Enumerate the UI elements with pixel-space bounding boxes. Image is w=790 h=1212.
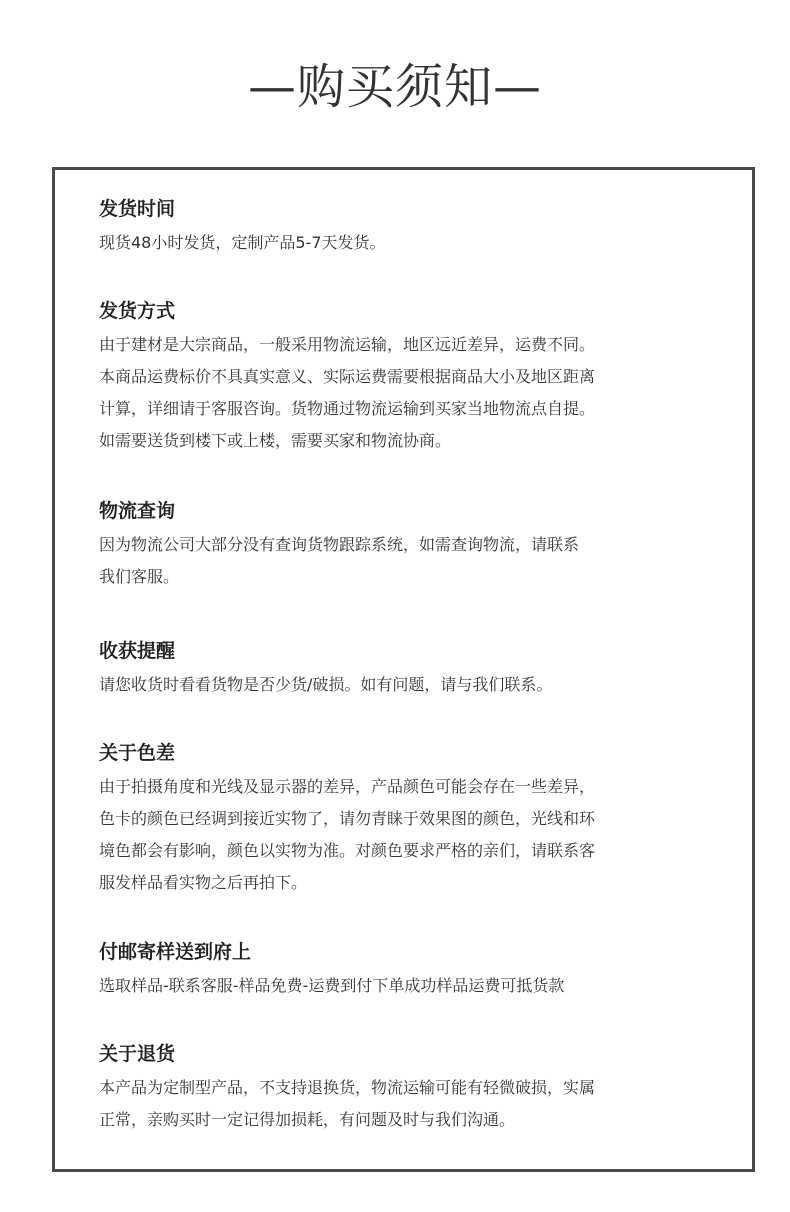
- section-sample-delivery: [99, 939, 699, 1002]
- section-title: 发货时间: [99, 198, 176, 220]
- section-shipping-method: [99, 298, 699, 457]
- section-title: 关于色差: [99, 742, 176, 764]
- page-title: —购买须知—: [247, 59, 542, 115]
- section-body: 请您收货时看看货物是否少货/破损。如有问题，请与我们联系。: [99, 675, 553, 694]
- section-body: 因为物流公司大部分没有查询货物跟踪系统，如需查询物流，请联系 我们客服。: [99, 535, 580, 586]
- section-body: 选取样品-联系客服-样品免费-运费到付下单成功样品运费可抵货款: [99, 976, 565, 995]
- section-body: 现货48小时发货，定制产品5-7天发货。: [99, 233, 386, 252]
- purchase-notice-box: [52, 167, 755, 1172]
- section-shipping-time: [99, 196, 699, 259]
- section-title: 关于退货: [99, 1043, 176, 1065]
- section-receipt-reminder: [99, 638, 699, 701]
- section-body: 由于拍摄角度和光线及显示器的差异，产品颜色可能会存在一些差异， 色卡的颜色已经调到接近实物了，请勿青睐于效果图的颜色，光线和环 境色都会有影响，颜色以实物为准。对颜色要求严格的亲们，请联系客 服发样品看实物之后再拍下。: [99, 777, 596, 892]
- section-title: 发货方式: [99, 300, 176, 322]
- section-returns: [99, 1041, 699, 1136]
- section-body: 由于建材是大宗商品，一般采用物流运输，地区远近差异，运费不同。 本商品运费标价不具真实意义、实际运费需要根据商品大小及地区距离 计算，详细请于客服咨询。货物通过物流运输到买家当地物流点自提。 如需要送货到楼下或上楼，需要买家和物流协商。: [99, 335, 596, 450]
- section-title: 收获提醒: [99, 640, 176, 662]
- section-color-difference: [99, 740, 699, 899]
- section-body: 本产品为定制型产品，不支持退换货，物流运输可能有轻微破损，实属 正常，亲购买时一定记得加损耗，有问题及时与我们沟通。: [99, 1078, 596, 1129]
- section-logistics-query: [99, 498, 699, 593]
- section-title: 物流查询: [99, 500, 176, 522]
- section-title: 付邮寄样送到府上: [99, 941, 252, 963]
